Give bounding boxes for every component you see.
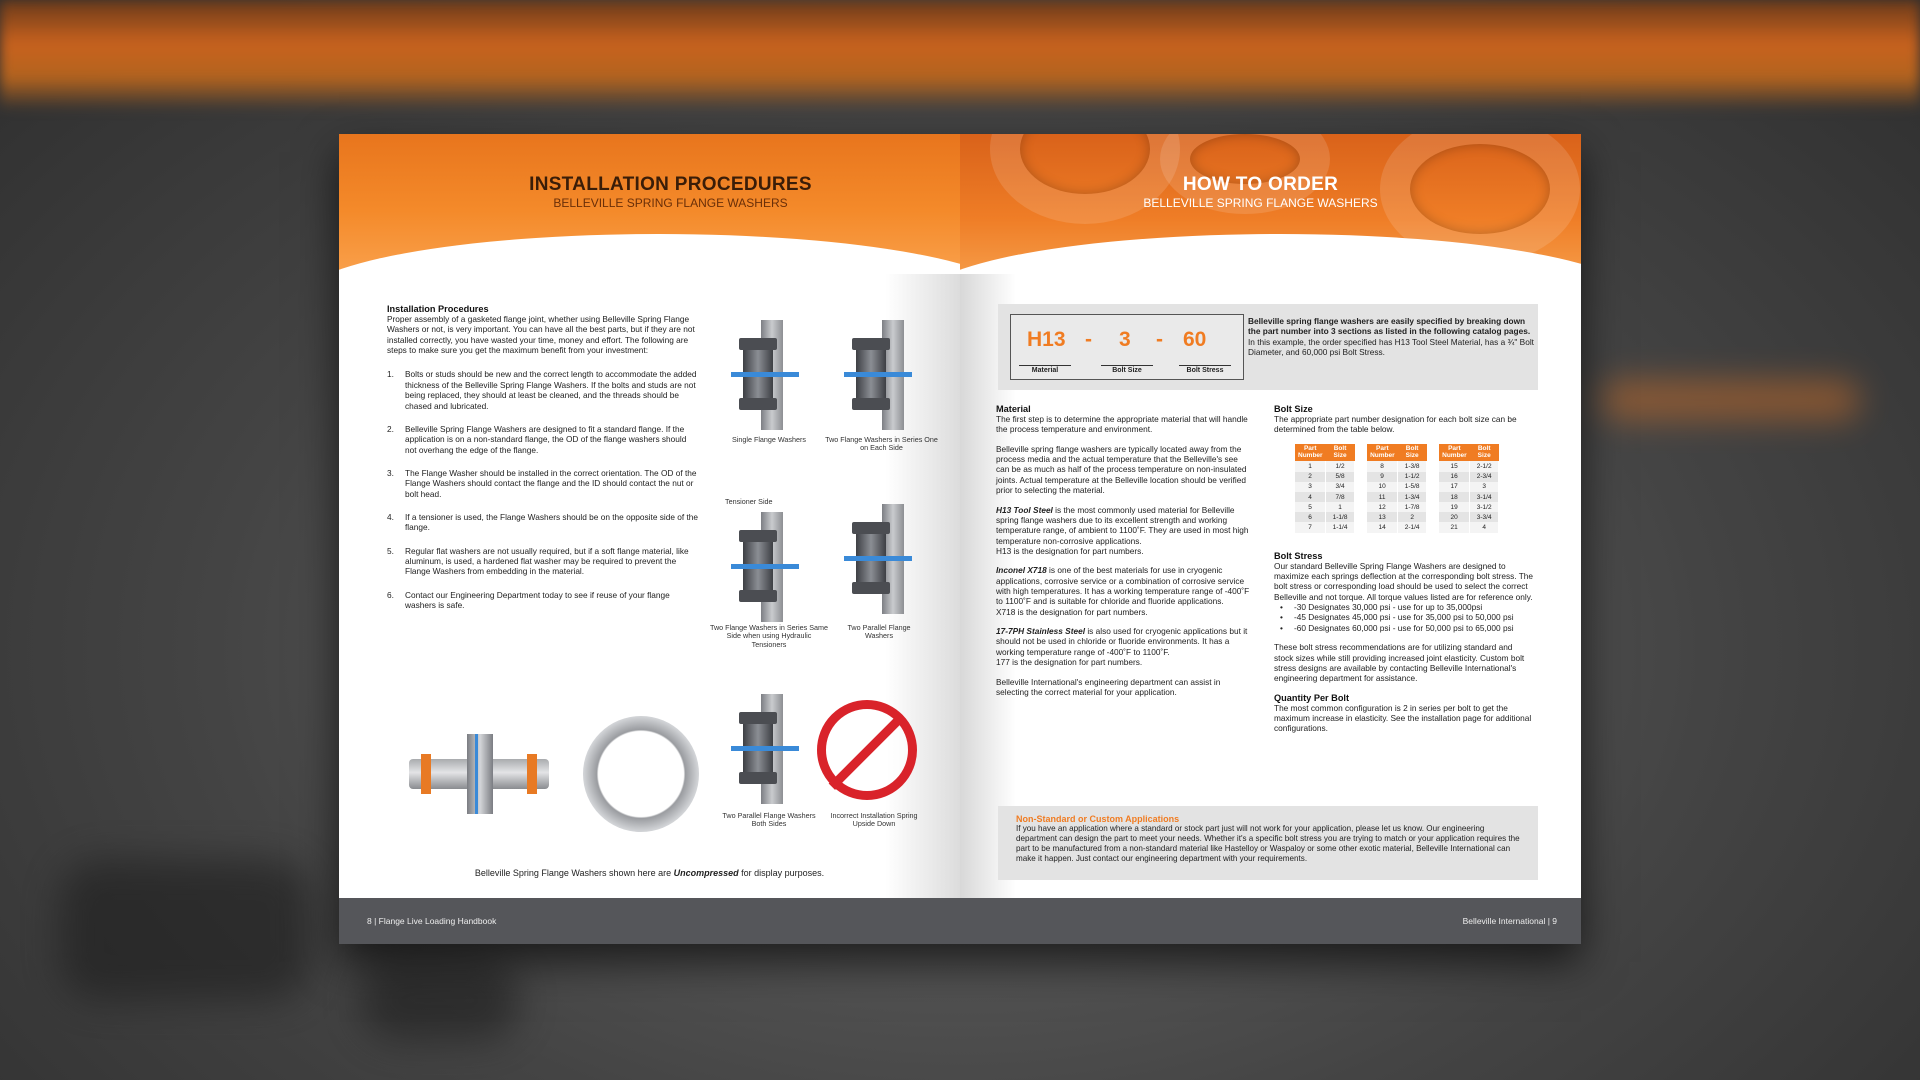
figure-caption: Two Parallel Flange Washers	[847, 623, 911, 641]
part-number-callout	[998, 304, 1538, 390]
table-row: 11 1-3/4	[1367, 492, 1427, 502]
table-row: 15 2-1/2	[1439, 461, 1499, 471]
bolt-stress-list	[1280, 602, 1534, 633]
step-item: 3. The Flange Washer should be installed in the correct orientation. The OD of the Flange Washers should contact the flange and the ID should contact the nut or bolt head.	[387, 467, 697, 499]
page-title: HOW TO ORDER	[1182, 174, 1339, 195]
page-footer: Belleville International | 9	[960, 898, 1581, 944]
table-row: 9 1-1/2	[1367, 472, 1427, 482]
table-row: 3 3/4	[1295, 482, 1355, 492]
section-heading: Installation Procedures	[387, 304, 489, 314]
left-page	[339, 134, 960, 944]
flange-assembly-side-image	[409, 734, 549, 814]
material-section: Material The first step is to determine the appropriate material that will handle the process temperature and environment. Belleville spring flange washers are typically located away from the process media and the actual temperature that the Belleville's see can be as much as half of the process temperature on non-insulated joints. Actual temperature at the Belleville location should be verified prior to selecting the material. H13 Tool Steel is the most commonly used material for Belleville spring flange washers due to its excellent strength and working temperature range, of ambient to 1100˚F. They are used in most high temperature non-corrosive applications. H13 is the designation for part numbers. Inconel X718 is one of the best materials for use in cryogenic applications, corrosive service or a combination of corrosive service with high temperatures. It has a working temperature range of -400˚F to 1100˚F and is suitable for chloride and fluoride applications. X718 is the designation for part numbers. 17-7PH Stainless Steel is also used for cryogenic applications but it should not be used in chloride or fluoride environments. It has a working temperature range of -400˚F to 1100˚F. 177 is the designation for part numbers. Belleville International's engineering department can assist in selecting the correct material for your application.	[996, 404, 1250, 697]
bolt-size-table: Part Number Bolt Size 15 2-1/2 16 2-3/4 17 3 18 3-1/4 19 3-1/2 20 3-3/4 21 4	[1439, 444, 1499, 533]
table-row: 10 1-5/8	[1367, 482, 1427, 492]
figure-caption: Single Flange Washers	[731, 435, 807, 444]
flange-diagram-single	[731, 320, 801, 430]
callout-text: Belleville spring flange washers are easily specified by breaking down the part number into 3 sections as listed in the following catalog pages. In this example, the order specified has H13 Tool Steel Material, has a ¾" Bolt Diameter, and 60,000 psi Bolt Stress.	[1248, 316, 1534, 358]
table-row: 7 1-1/4	[1295, 522, 1355, 532]
flange-face-image	[583, 716, 699, 832]
flange-diagram-parallel	[844, 504, 914, 614]
background-banner	[0, 0, 1920, 110]
table-row: 5 1	[1295, 502, 1355, 512]
pn-label-stress: Bolt Stress	[1179, 365, 1231, 374]
step-item: 5. Regular flat washers are not usually required, but if a soft flange material, like aluminum, is used, a hardened flat washer may be required to prevent the Flange Washers from embedding in the material.	[387, 545, 689, 577]
page-subtitle: BELLEVILLE SPRING FLANGE WASHERS	[553, 196, 788, 210]
page-subtitle: BELLEVILLE SPRING FLANGE WASHERS	[1143, 196, 1378, 210]
flange-diagram-both-sides	[731, 694, 801, 804]
step-item: 4. If a tensioner is used, the Flange Washers should be on the opposite side of the flange.	[387, 512, 699, 533]
table-row: 14 2-1/4	[1367, 522, 1427, 532]
table-row: 16 2-3/4	[1439, 472, 1499, 482]
flange-diagram-two-series	[844, 320, 914, 430]
table-row: 17 3	[1439, 482, 1499, 492]
list-item: • -45 Designates 45,000 psi - use for 35,000 psi to 50,000 psi	[1280, 612, 1534, 622]
intro-paragraph: Proper assembly of a gasketed flange joint, whether using Belleville Spring Flange Washers or not, is very important. You can have all the best parts, but if they are not installed correctly, you have wasted your time, money and effort. The following are steps to make sure you get the maximum benefit from your investment:	[387, 314, 695, 356]
background-blur	[360, 960, 520, 1040]
pn-size: 3	[1119, 328, 1131, 351]
list-item: • -60 Designates 60,000 psi - use for 50,000 psi to 65,000 psi	[1280, 623, 1534, 633]
figure-caption: Two Parallel Flange Washers Both Sides	[722, 811, 816, 829]
installation-text	[387, 304, 699, 624]
page-title: INSTALLATION PROCEDURES	[529, 174, 812, 195]
steps-list	[387, 369, 699, 610]
step-item: 1. Bolts or studs should be new and the correct length to accommodate the added thickness of the Belleville Spring Flange Washers. If the bolts and studs are not being replaced, they should at least be cleaned, and the threads should be chased and lubricated.	[387, 369, 697, 411]
pn-dash: -	[1085, 328, 1092, 351]
table-row: 1 1/2	[1295, 461, 1355, 471]
background-blur	[60, 860, 310, 1000]
bolt-section: Bolt Size The appropriate part number designation for each bolt size can be determined from the table below. Part Number Bolt Size 1 1/2 2 5/8 3 3/4 4 7/8 5 1 6 1-1/8 7 1-1/4 Part Number Bolt Size 8 1-3/8 9 1-1/2 10 1-5/8 11 1-3/4 12 1-7/8 13 2 14 2-1/4 Part Number Bolt Size 15 2-1/2 16 2-3/4 17 3 18 3-1/4 19 3-1/2 20 3-3/4 21 4 Bolt Stress Our standard Belleville Spring Flange Washers are designed to maximize each springs deflection at the corresponding bolt stress. The bolt stress or corresponding load should be used to select the correct Belleville and not torque. All torque values listed are for reference only. • -30 Designates 30,000 psi - use for up to 35,000psi • -45 Designates 45,000 psi - use for 35,000 psi to 50,000 psi • -60 Designates 60,000 psi - use for 50,000 psi to 65,000 psi These bolt stress recommendations are for utilizing standard and stock sizes while still providing increased joint elasticity. Custom bolt stress designs are available by contacting Belleville International's engineering department for assistance. Quantity Per Bolt The most common configuration is 2 in series per bolt to get the maximum increase in elasticity. See the installation page for additional configurations.	[1274, 404, 1534, 734]
figure-caption: Tensioner Side	[725, 497, 773, 506]
table-row: 13 2	[1367, 512, 1427, 522]
bolt-size-table: Part Number Bolt Size 8 1-3/8 9 1-1/2 10 1-5/8 11 1-3/4 12 1-7/8 13 2 14 2-1/4	[1367, 444, 1427, 533]
part-number-example	[1010, 314, 1244, 380]
step-item: 6. Contact our Engineering Department today to see if reuse of your flange washers is safe.	[387, 589, 670, 611]
table-row: 4 7/8	[1295, 492, 1355, 502]
page-footer: 8 | Flange Live Loading Handbook	[339, 898, 960, 944]
page-header	[960, 134, 1581, 274]
figure-caption: Incorrect Installation Spring Upside Down	[830, 811, 918, 829]
display-caption: Belleville Spring Flange Washers shown here are Uncompressed for display purposes.	[474, 868, 825, 878]
brochure-spread	[339, 134, 1581, 944]
flange-diagram-same-side	[731, 512, 801, 622]
pn-dash: -	[1156, 328, 1163, 351]
right-page	[960, 134, 1581, 944]
pn-label-material: Material	[1019, 365, 1071, 374]
table-row: 12 1-7/8	[1367, 502, 1427, 512]
table-row: 19 3-1/2	[1439, 502, 1499, 512]
nonstandard-box: Non-Standard or Custom Applications If you have an application where a standard or stock part just will not work for your application, please let us know. Our engineering department can design the part to meet your needs. Whether it's a specific bolt stress you are trying to match or your application requires the part to be manufactured from a non-standard material like Hastelloy or Waspaloy or some other exotic material, Belleville International can make it happen. Just contact our engineering department with your requirements.	[998, 806, 1538, 880]
pn-material: H13	[1027, 328, 1066, 351]
figure-caption: Two Flange Washers in Series Same Side when using Hydraulic Tensioners	[710, 623, 828, 649]
incorrect-install-image	[817, 700, 917, 800]
table-row: 8 1-3/8	[1367, 461, 1427, 471]
table-row: 18 3-1/4	[1439, 492, 1499, 502]
list-item: • -30 Designates 30,000 psi - use for up to 35,000psi	[1280, 602, 1534, 612]
table-row: 2 5/8	[1295, 472, 1355, 482]
table-row: 6 1-1/8	[1295, 512, 1355, 522]
figure-caption: Two Flange Washers in Series One on Each Side	[825, 435, 938, 453]
pn-stress: 60	[1183, 328, 1207, 351]
table-row: 20 3-3/4	[1439, 512, 1499, 522]
bolt-size-table: Part Number Bolt Size 1 1/2 2 5/8 3 3/4 4 7/8 5 1 6 1-1/8 7 1-1/4	[1295, 444, 1355, 533]
page-header	[339, 134, 960, 274]
pn-label-size: Bolt Size	[1101, 365, 1153, 374]
bolt-size-tables	[1295, 444, 1534, 533]
background-blur	[1600, 380, 1860, 420]
table-row: 21 4	[1439, 522, 1499, 532]
step-item: 2. Belleville Spring Flange Washers are designed to fit a standard flange. If the application is on a non-standard flange, the OD of the flange washers should not overhang the edge of the flange.	[387, 423, 687, 455]
